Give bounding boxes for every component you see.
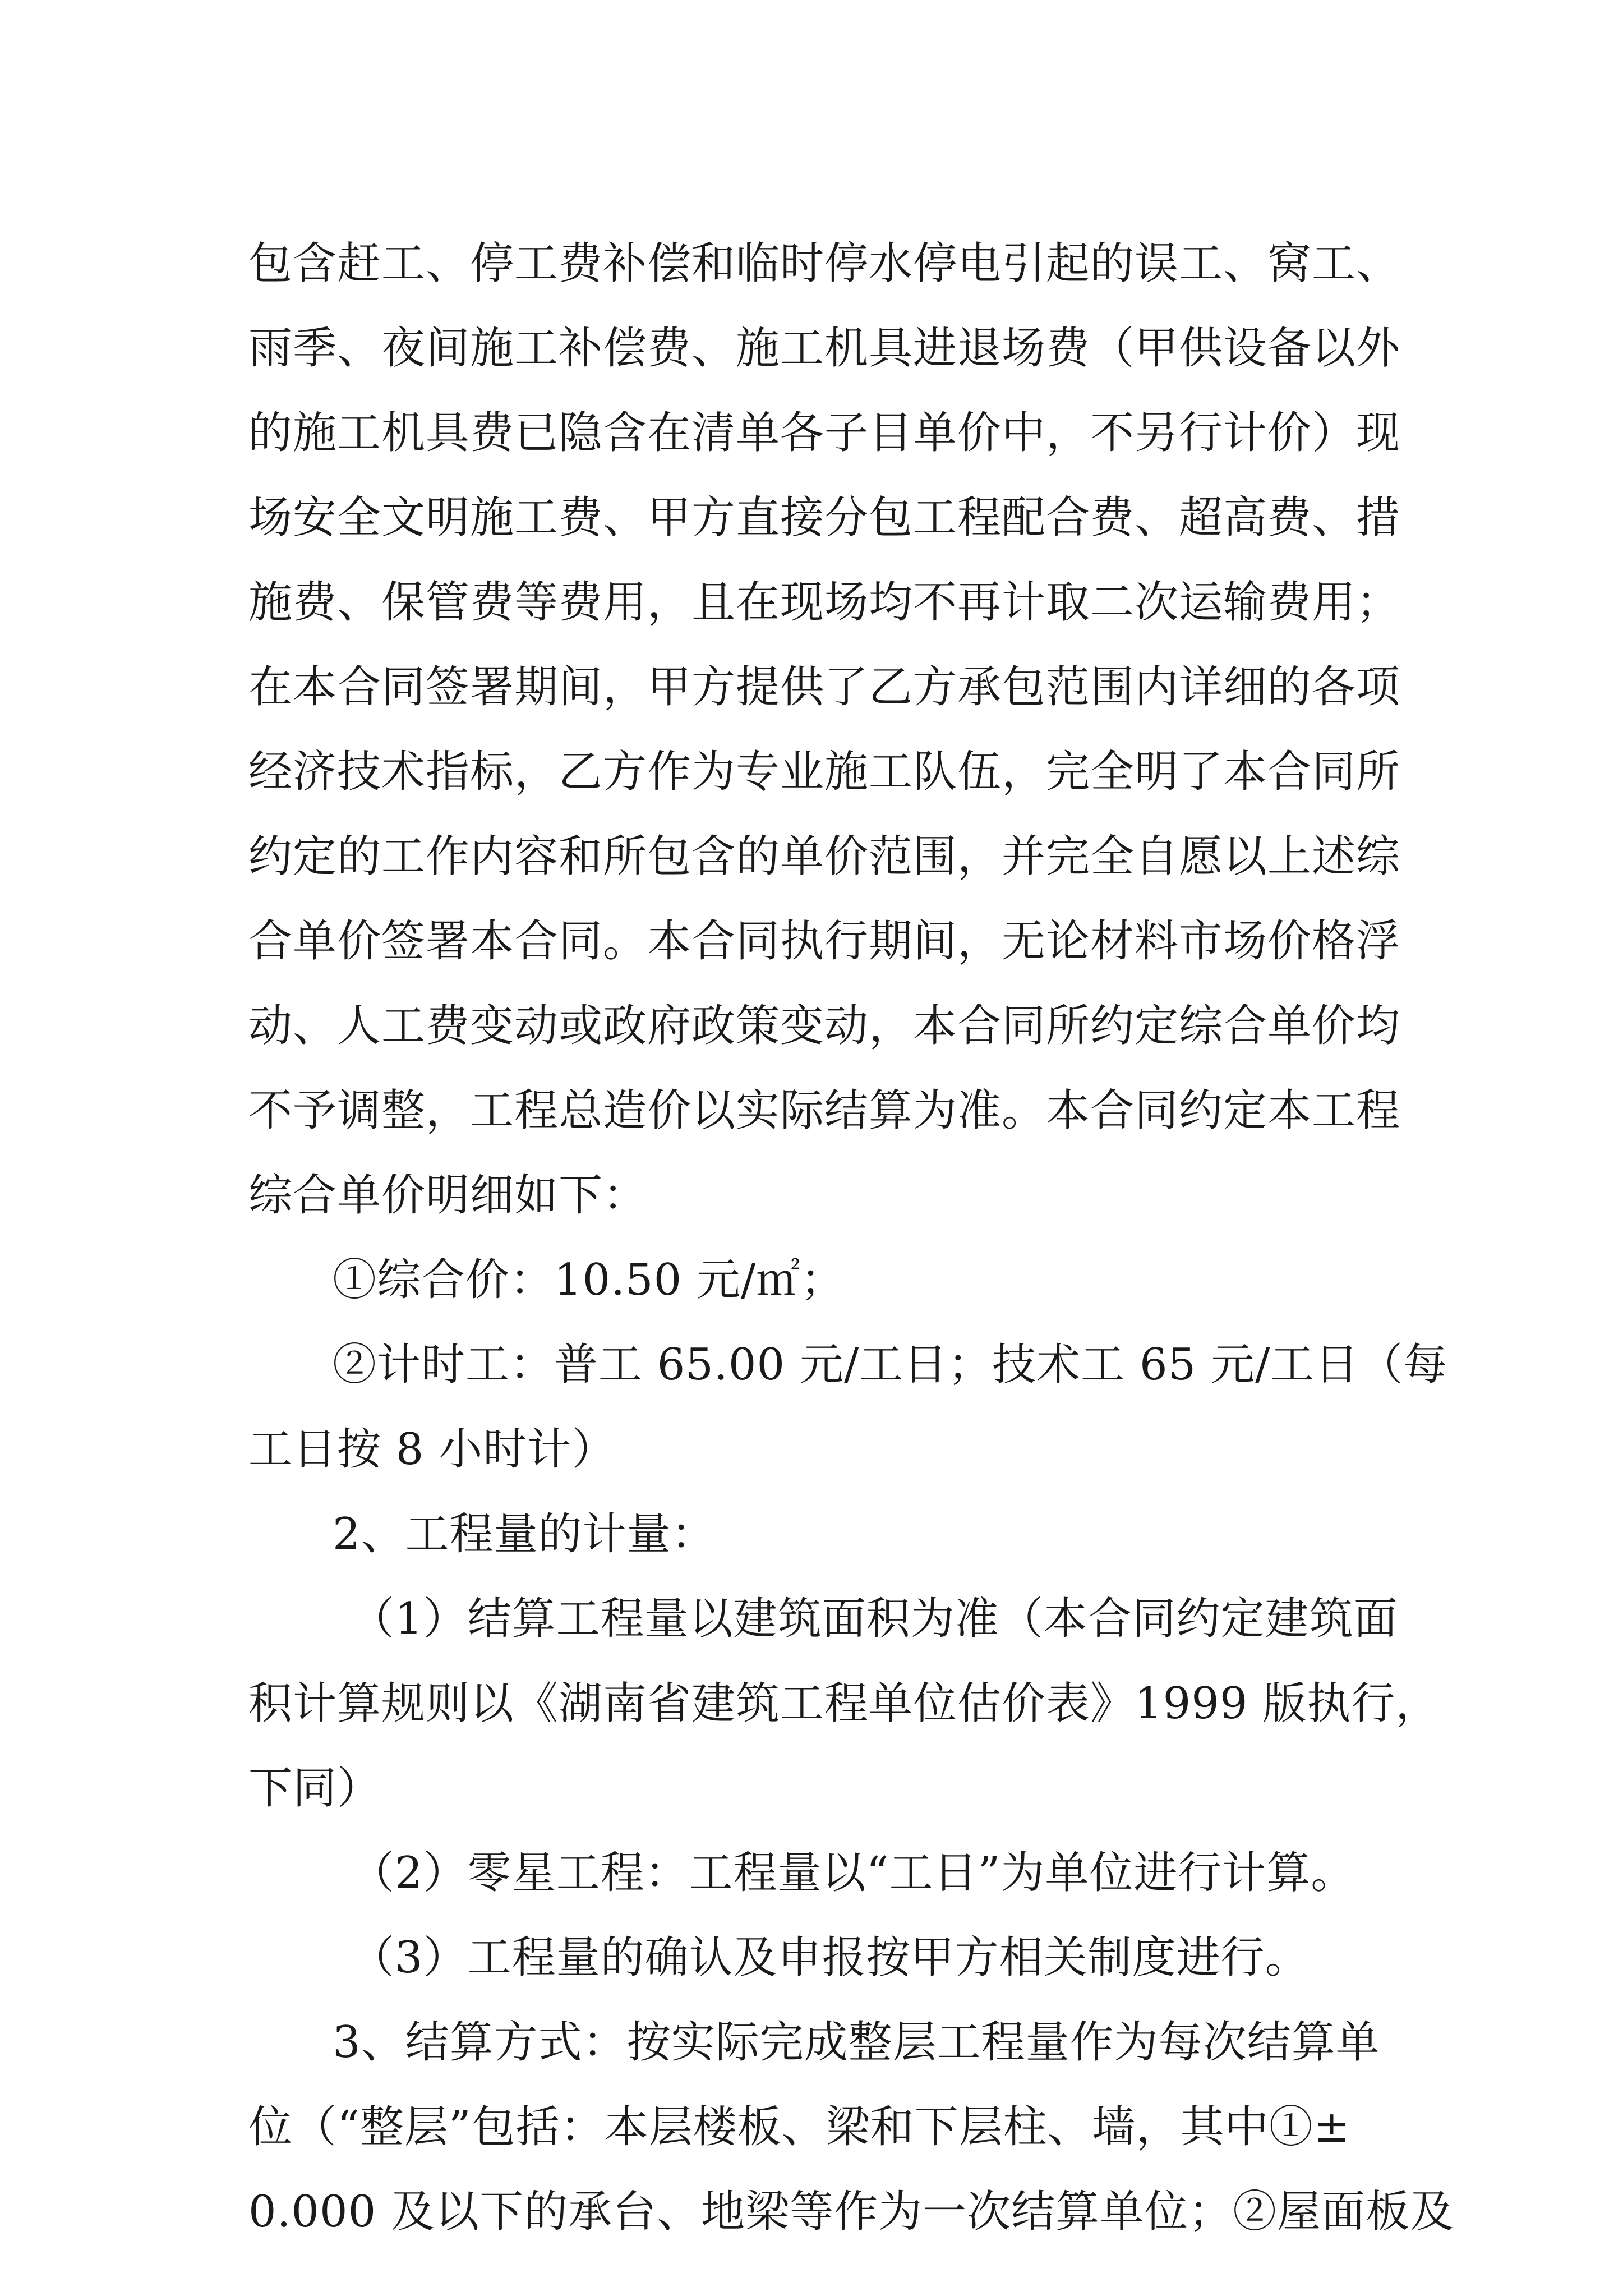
paragraph-line: 在本合同签署期间，甲方提供了乙方承包范围内详细的各项 [248, 662, 1401, 712]
paragraph-line: 经济技术指标，乙方作为专业施工队伍，完全明了本合同所 [248, 747, 1401, 797]
contract-body-text [248, 222, 1455, 2254]
paragraph-line: 雨季、夜间施工补偿费、施工机具进退场费（甲供设备以外 [248, 323, 1401, 374]
paragraph-line: 场安全文明施工费、甲方直接分包工程配合费、超高费、措 [248, 493, 1401, 543]
paragraph-line: 下同） [248, 1763, 382, 1814]
paragraph-line: 不予调整，工程总造价以实际结算为准。本合同约定本工程 [248, 1085, 1401, 1136]
section-heading: 2、工程量的计量： [333, 1509, 716, 1559]
paragraph-line: 积计算规则以《湖南省建筑工程单位估价表》1999 版执行， [248, 1678, 1440, 1729]
unit-price-item: ①综合价：10.50 元/㎡； [333, 1255, 845, 1305]
paragraph-line: 位（“整层”包括：本层楼板、梁和下层柱、墙，其中①± [248, 2102, 1351, 2152]
list-item: （3）工程量的确认及申报按甲方相关制度进行。 [351, 1932, 1310, 1983]
hourly-labor-item: ②计时工：普工 65.00 元/工日；技术工 65 元/工日（每 [333, 1340, 1448, 1390]
paragraph-line: 约定的工作内容和所包含的单价范围，并完全自愿以上述综 [248, 831, 1401, 882]
paragraph-line: 0.000 及以下的承台、地梁等作为一次结算单位；②屋面板及 [248, 2187, 1455, 2237]
section-heading: 3、结算方式：按实际完成整层工程量作为每次结算单 [333, 2017, 1380, 2068]
paragraph-line: 动、人工费变动或政府政策变动，本合同所约定综合单价均 [248, 1001, 1401, 1051]
paragraph-line: 合单价签署本合同。本合同执行期间，无论材料市场价格浮 [248, 916, 1401, 967]
paragraph-line: 的施工机具费已隐含在清单各子目单价中，不另行计价）现 [248, 408, 1401, 458]
paragraph-line: 包含赶工、停工费补偿和临时停水停电引起的误工、窝工、 [248, 238, 1401, 289]
paragraph-line: 综合单价明细如下： [248, 1170, 648, 1221]
paragraph-line: 工日按 8 小时计） [248, 1424, 616, 1475]
paragraph-line: 施费、保管费等费用，且在现场均不再计取二次运输费用； [248, 577, 1401, 628]
list-item: （1）结算工程量以建筑面积为准（本合同约定建筑面 [351, 1594, 1398, 1644]
list-item: （2）零星工程：工程量以“工日”为单位进行计算。 [351, 1848, 1355, 1898]
